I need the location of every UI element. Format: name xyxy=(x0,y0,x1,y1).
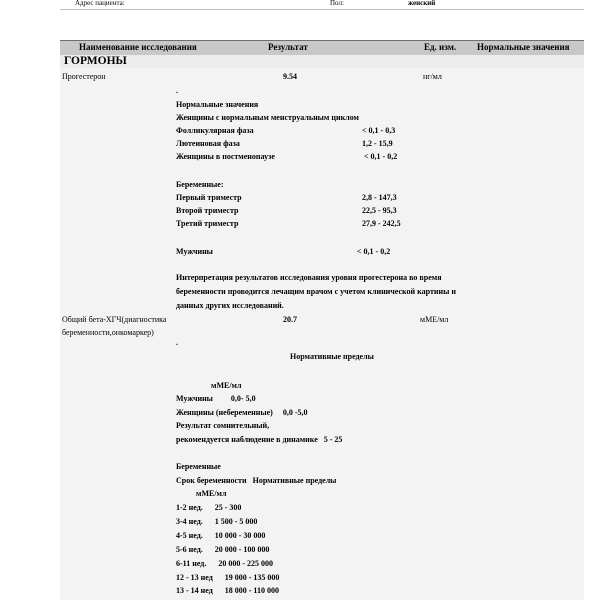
hcg-pregnant-title: Беременные xyxy=(176,462,221,471)
hcg-week-row: 13 - 14 нед 18 000 - 110 000 xyxy=(176,586,279,595)
hcg-week-row: 5-6 нед. 20 000 - 100 000 xyxy=(176,545,270,554)
progesterone-trimester-value: 22,5 - 95,3 xyxy=(362,206,397,215)
hcg-week-row: 6-11 нед. 20 000 - 225 000 xyxy=(176,559,273,568)
progesterone-interpretation: беременности проводится лечащим врачом с учетом клинической картины и xyxy=(176,287,456,296)
progesterone-row-label: Лютеиновая фаза xyxy=(176,139,240,148)
progesterone-men-value: < 0,1 - 0,2 xyxy=(357,247,391,256)
progesterone-dot: . xyxy=(176,86,178,95)
hcg-week-row: 4-5 нед. 10 000 - 30 000 xyxy=(176,531,266,540)
patient-address-label: Адрес пациента: xyxy=(75,0,125,7)
hcg-doubtful: рекомендуется наблюдение в динамике 5 - 25 xyxy=(176,435,343,444)
progesterone-interpretation: Интерпретация результатов исследования уровня прогестерона во время xyxy=(176,273,442,282)
hcg-result: 20.7 xyxy=(283,315,297,324)
header-result: Результат xyxy=(268,42,308,52)
progesterone-row-label: Фолликулярная фаза xyxy=(176,126,254,135)
hcg-term-header: Срок беременности Нормативные пределы xyxy=(176,476,337,485)
progesterone-men-label: Мужчины xyxy=(176,247,213,256)
header-normal: Нормальные значения xyxy=(477,42,570,52)
progesterone-interpretation: данных других исследований. xyxy=(176,301,284,310)
hcg-unit-title: мМЕ/мл xyxy=(211,381,242,390)
progesterone-row-value: < 0,1 - 0,2 xyxy=(364,152,398,161)
progesterone-row-label: Женщины в постменопаузе xyxy=(176,152,275,161)
hcg-name: Общий бета-ХГЧ(диагностика xyxy=(62,315,167,324)
hcg-norm-title: Нормативные пределы xyxy=(290,352,374,361)
hcg-nonpregnant: Женщины (небеременные) 0,0 -5,0 xyxy=(176,408,308,417)
patient-sex-value: женский xyxy=(408,0,436,7)
top-divider xyxy=(60,9,584,10)
header-unit: Ед. изм. xyxy=(424,42,457,52)
progesterone-cycle-title: Женщины с нормальным менструальным циклом xyxy=(176,113,359,122)
progesterone-norm-title: Нормальные значения xyxy=(176,100,259,109)
hcg-term-unit: мМЕ/мл xyxy=(196,489,227,498)
hcg-doubtful: Результат сомнительный, xyxy=(176,421,270,430)
progesterone-trimester-value: 2,8 - 147,3 xyxy=(362,193,397,202)
hcg-week-row: 3-4 нед. 1 500 - 5 000 xyxy=(176,517,258,526)
progesterone-trimester-label: Третий триместр xyxy=(176,219,239,228)
progesterone-unit: нг/мл xyxy=(423,72,442,81)
progesterone-trimester-label: Первый триместр xyxy=(176,193,242,202)
progesterone-pregnant-title: Беременные: xyxy=(176,180,224,189)
patient-sex-label: Пол: xyxy=(330,0,344,7)
hcg-dot: . xyxy=(176,338,178,347)
progesterone-row-value: < 0,1 - 0,3 xyxy=(362,126,396,135)
hcg-unit: мМЕ/мл xyxy=(420,315,449,324)
progesterone-name: Прогестерон xyxy=(62,72,106,81)
progesterone-result: 9.54 xyxy=(283,72,297,81)
section-title: ГОРМОНЫ xyxy=(64,55,127,67)
header-name: Наименование исследования xyxy=(79,42,197,52)
section-bar xyxy=(60,55,584,68)
progesterone-trimester-value: 27,9 - 242,5 xyxy=(362,219,401,228)
progesterone-row-value: 1,2 - 15,9 xyxy=(362,139,393,148)
progesterone-trimester-label: Второй триместр xyxy=(176,206,239,215)
hcg-week-row: 1-2 нед. 25 - 300 xyxy=(176,503,242,512)
hcg-name: беременности,онкомаркер) xyxy=(62,328,154,337)
hcg-week-row: 12 - 13 нед 19 000 - 135 000 xyxy=(176,573,280,582)
hcg-men: Мужчины 0,0- 5,0 xyxy=(176,394,256,403)
